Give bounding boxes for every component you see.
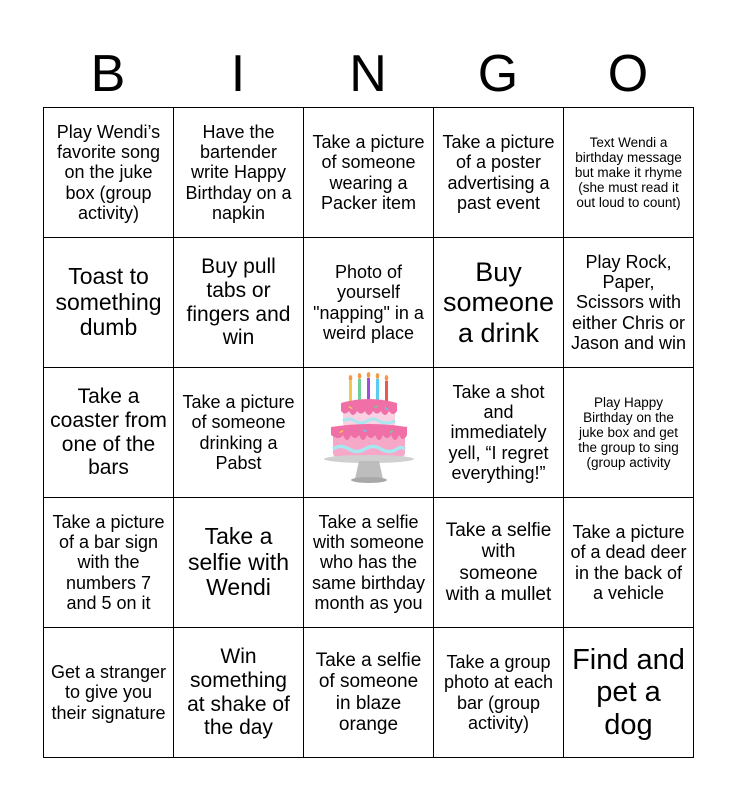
- bingo-cell[interactable]: Win something at shake of the day: [174, 628, 304, 758]
- bingo-cell[interactable]: Take a selfie with someone with a mullet: [434, 498, 564, 628]
- bingo-cell[interactable]: Find and pet a dog: [564, 628, 694, 758]
- bingo-cell[interactable]: Text Wendi a birthday message but make it rhyme (she must read it out loud to count): [564, 108, 694, 238]
- bingo-cell[interactable]: Photo of yourself "napping" in a weird place: [304, 238, 434, 368]
- bingo-row-3: [44, 368, 694, 498]
- bingo-cell[interactable]: Take a coaster from one of the bars: [44, 368, 174, 498]
- bingo-cell[interactable]: Take a selfie with someone who has the same birthday month as you: [304, 498, 434, 628]
- header-letter-n: N: [349, 45, 387, 103]
- bingo-cell[interactable]: Toast to something dumb: [44, 238, 174, 368]
- bingo-cell[interactable]: Take a picture of a bar sign with the numbers 7 and 5 on it: [44, 498, 174, 628]
- bingo-cell[interactable]: Have the bartender write Happy Birthday on a napkin: [174, 108, 304, 238]
- bingo-cell[interactable]: Buy pull tabs or fingers and win: [174, 238, 304, 368]
- bingo-cell[interactable]: Take a picture of a poster advertising a past event: [434, 108, 564, 238]
- bingo-cell[interactable]: Play Happy Birthday on the juke box and get the group to sing (group activity: [564, 368, 694, 498]
- header-letter-b: B: [90, 45, 126, 103]
- bingo-cell[interactable]: Take a group photo at each bar (group activity): [434, 628, 564, 758]
- bingo-cell[interactable]: Take a selfie of someone in blaze orange: [304, 628, 434, 758]
- bingo-cell[interactable]: Play Wendi’s favorite song on the juke box (group activity): [44, 108, 174, 238]
- header-letter-g: G: [477, 45, 519, 103]
- bingo-cell[interactable]: Take a picture of someone drinking a Pabst: [174, 368, 304, 498]
- header-letter-o: O: [607, 45, 649, 103]
- bingo-cell[interactable]: Buy someone a drink: [434, 238, 564, 368]
- bingo-cell[interactable]: Get a stranger to give you their signature: [44, 628, 174, 758]
- bingo-cell[interactable]: Take a picture of a dead deer in the back of a vehicle: [564, 498, 694, 628]
- bingo-cell[interactable]: Take a shot and immediately yell, “I regret everything!”: [434, 368, 564, 498]
- bingo-cell[interactable]: Take a picture of someone wearing a Packer item: [304, 108, 434, 238]
- bingo-cell[interactable]: Play Rock, Paper, Scissors with either Chris or Jason and win: [564, 238, 694, 368]
- bingo-row-2: [44, 238, 694, 368]
- bingo-card-grid: [43, 107, 694, 758]
- free-space-cell[interactable]: [304, 368, 434, 498]
- bingo-cell[interactable]: Take a selfie with Wendi: [174, 498, 304, 628]
- bingo-row-1: [44, 108, 694, 238]
- header-letter-i: I: [230, 45, 246, 103]
- birthday-cake-icon: [319, 369, 419, 497]
- bingo-header: [43, 42, 693, 106]
- bingo-row-5: [44, 628, 694, 758]
- bingo-row-4: [44, 498, 694, 628]
